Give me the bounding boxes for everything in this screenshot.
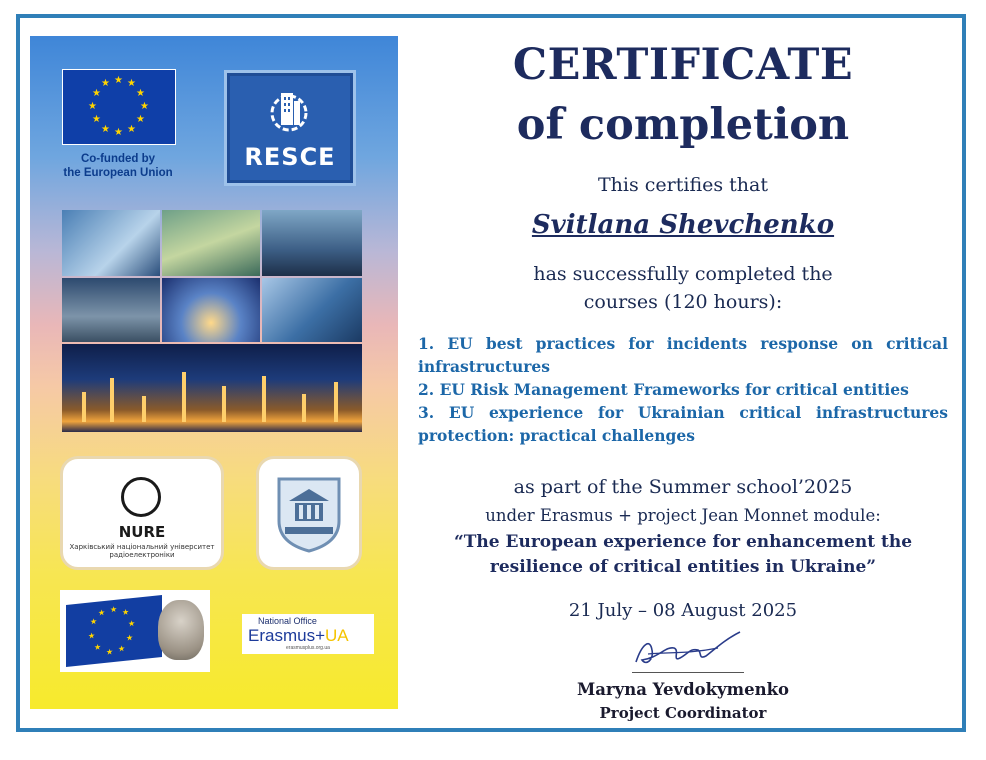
left-panel [30, 36, 398, 709]
collage-photo-refinery [62, 344, 362, 432]
eu-cofund-caption [44, 152, 192, 180]
collage-photo [62, 278, 160, 342]
collage-photo [262, 278, 362, 342]
infrastructure-collage [62, 210, 362, 432]
building-gear-icon [267, 87, 311, 133]
project-title-line: “The European experience for enhancement the [453, 532, 913, 552]
collage-photo [162, 210, 260, 276]
collage-photo [162, 278, 260, 342]
signatory-role: Project Coordinator [599, 704, 767, 722]
completion-text [410, 260, 956, 316]
nure-subtitle-line: радіоелектроніки [109, 551, 175, 559]
portrait [158, 600, 204, 660]
course-item: 1. EU best practices for incidents response on critical infrastructures [418, 334, 948, 376]
erasmus-wordmark [248, 626, 349, 646]
erasmus-ua-text: UA [325, 626, 349, 645]
eu-flag-portrait-photo [60, 590, 210, 672]
course-dates: 21 July – 08 August 2025 [568, 600, 798, 621]
course-list [418, 332, 948, 447]
project-title-line: resilience of critical entities in Ukraine” [489, 557, 877, 577]
waving-eu-flag-icon: ★ ★ ★ ★ ★ ★ ★ ★ ★ ★ [66, 595, 162, 667]
nure-mark-icon [121, 477, 161, 517]
completion-line: has successfully completed the [533, 263, 833, 285]
signature-line [632, 672, 744, 673]
iki-shield-icon [273, 471, 345, 555]
nure-subtitle-line: Харківський національний університет [69, 543, 215, 551]
school-text: as part of the Summer school’2025 [513, 476, 853, 498]
certificate-subtitle: of completion [516, 100, 850, 150]
erasmus-main-text: Erasmus+ [248, 626, 325, 645]
recipient-name: Svitlana Shevchenko [531, 210, 835, 240]
certifies-text: This certifies that [598, 174, 768, 196]
completion-line: courses (120 hours): [583, 291, 783, 313]
erasmus-ua-logo [242, 614, 374, 654]
nure-name: NURE [118, 523, 166, 541]
erasmus-office-label: National Office [258, 616, 317, 626]
iki-logo [256, 456, 362, 570]
nure-subtitle [67, 543, 217, 559]
resce-label: RESCE [244, 143, 336, 171]
signature [628, 624, 748, 672]
eu-caption-line: the European Union [63, 167, 173, 179]
course-item: 3. EU experience for Ukrainian critical infrastructures protection: practical challenges [418, 403, 948, 445]
collage-photo [62, 210, 160, 276]
erasmus-url: erasmusplus.org.ua [286, 645, 330, 651]
nure-logo [60, 456, 224, 570]
course-item: 2. EU Risk Management Frameworks for critical entities [418, 380, 909, 399]
eu-flag-icon: ★ ★ ★ ★ ★ ★ ★ ★ ★ ★ ★ ★ [62, 69, 176, 145]
project-title [410, 530, 956, 580]
collage-photo [262, 210, 362, 276]
eu-caption-line: Co-funded by [80, 153, 156, 165]
project-intro: under Erasmus + project Jean Monnet module: [485, 506, 881, 525]
certificate-title: CERTIFICATE [512, 40, 854, 90]
resce-logo [224, 70, 356, 186]
signatory-name: Maryna Yevdokymenko [576, 680, 790, 699]
